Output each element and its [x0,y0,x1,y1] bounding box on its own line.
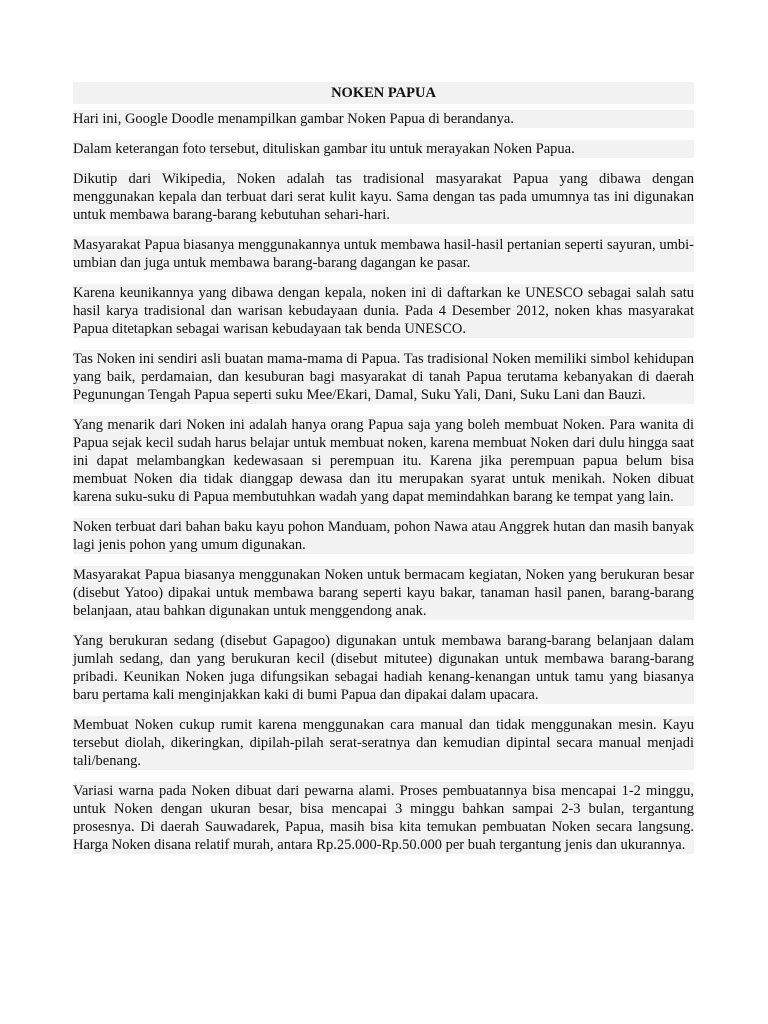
paragraph: Variasi warna pada Noken dibuat dari pewarna alami. Proses pembuatannya bisa mencapai 1-2 minggu, untuk Noken dengan ukuran besar, bisa mencapai 3 minggu bahkan sampai 2-3 bulan, tergantung prosesnya. Di daerah Sauwadarek, Papua, masih bisa kita temukan pembuatan Noken secara langsung. Harga Noken disana relatif murah, antara Rp.25.000-Rp.50.000 per buah tergantung jenis dan ukurannya. [73,783,694,853]
paragraph: Tas Noken ini sendiri asli buatan mama-mama di Papua. Tas tradisional Noken memiliki simbol kehidupan yang baik, perdamaian, dan kesuburan bagi masyarakat di tanah Papua terutama kebanyakan di daerah Pegunungan Tengah Papua seperti suku Mee/Ekari, Damal, Suku Yali, Dani, Suku Lani dan Bauzi. [73,351,694,403]
paragraph: Dalam keterangan foto tersebut, dituliskan gambar itu untuk merayakan Noken Papua. [73,140,694,158]
document-body [73,82,694,866]
paragraph: Karena keunikannya yang dibawa dengan kepala, noken ini di daftarkan ke UNESCO sebagai salah satu hasil karya tradisional dan warisan kebudayaan dunia. Pada 4 Desember 2012, noken khas masyarakat Papua ditetapkan sebagai warisan kebudayaan tak benda UNESCO. [73,285,694,337]
paragraph: Hari ini, Google Doodle menampilkan gambar Noken Papua di berandanya. [73,110,694,128]
paragraph: Masyarakat Papua biasanya menggunakan Noken untuk bermacam kegiatan, Noken yang berukuran besar (disebut Yatoo) dipakai untuk membawa barang seperti kayu bakar, tanaman hasil panen, barang-barang belanjaan, atau bahkan digunakan untuk menggendong anak. [73,567,694,619]
paragraph: Masyarakat Papua biasanya menggunakannya untuk membawa hasil-hasil pertanian seperti sayuran, umbi-umbian dan juga untuk membawa barang-barang dagangan ke pasar. [73,237,694,271]
paragraph: Membuat Noken cukup rumit karena menggunakan cara manual dan tidak menggunakan mesin. Kayu tersebut diolah, dikeringkan, dipilah-pilah serat-seratnya dan kemudian dipintal secara manual menjadi tali/benang. [73,717,694,769]
paragraph: Yang menarik dari Noken ini adalah hanya orang Papua saja yang boleh membuat Noken. Para wanita di Papua sejak kecil sudah harus belajar untuk membuat noken, karena membuat Noken dari dulu hingga saat ini dapat melambangkan kedewasaan si perempuan itu. Karena jika perempuan papua belum bisa membuat Noken dia tidak dianggap dewasa dan itu merupakan syarat untuk menikah. Noken dibuat karena suku-suku di Papua membutuhkan wadah yang dapat memindahkan barang ke tempat yang lain. [73,417,694,505]
paragraph: Yang berukuran sedang (disebut Gapagoo) digunakan untuk membawa barang-barang belanjaan dalam jumlah sedang, dan yang berukuran kecil (disebut mitutee) digunakan untuk membawa barang-barang pribadi. Keunikan Noken juga difungsikan sebagai hadiah kenang-kenangan untuk tamu yang biasanya baru pertama kali menginjakkan kaki di bumi Papua dan dipakai dalam upacara. [73,633,694,703]
paragraph: Noken terbuat dari bahan baku kayu pohon Manduam, pohon Nawa atau Anggrek hutan dan masih banyak lagi jenis pohon yang umum digunakan. [73,519,694,553]
paragraph: Dikutip dari Wikipedia, Noken adalah tas tradisional masyarakat Papua yang dibawa dengan menggunakan kepala dan terbuat dari serat kulit kayu. Sama dengan tas pada umumnya tas ini digunakan untuk membawa barang-barang kebutuhan sehari-hari. [73,171,694,223]
document-title: NOKEN PAPUA [73,82,694,104]
